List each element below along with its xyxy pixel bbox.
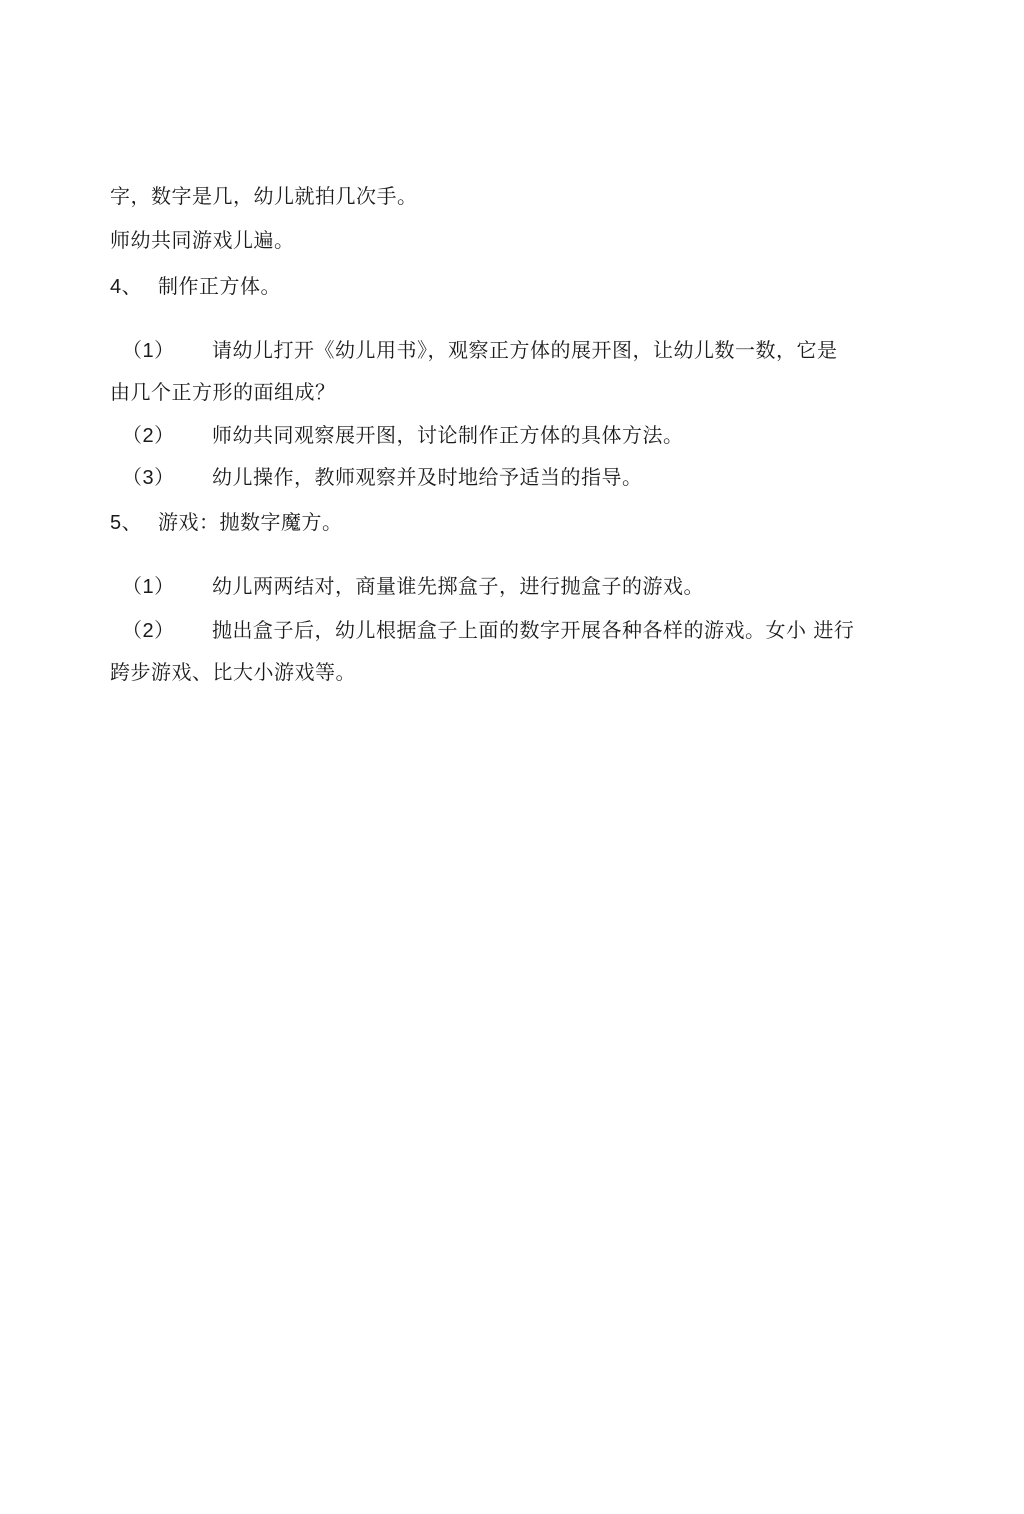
section-4-heading [110,272,281,301]
list-item [122,463,643,492]
list-item [122,616,854,645]
item-text: 抛出盒子后，幼儿根据盒子上面的数字开展各种各样的游戏。女小 进行 [212,618,855,642]
item-text: 师幼共同观察展开图，讨论制作正方体的具体方法。 [212,423,684,447]
paragraph-line: 字，数字是几，幼儿就拍几次手。 [110,184,418,208]
section-title: 制作正方体。 [158,274,281,298]
item-text: 幼儿操作，教师观察并及时地给予适当的指导。 [212,465,643,489]
item-number: （1） [122,576,175,598]
list-item [122,572,704,601]
list-item-continuation: 跨步游戏、比大小游戏等。 [110,660,356,684]
section-title: 游戏：抛数字魔方。 [158,510,343,534]
list-item [122,421,684,450]
section-number: 5、 [110,512,143,534]
section-5-heading [110,508,343,537]
section-number: 4、 [110,276,143,298]
item-text: 幼儿两两结对，商量谁先掷盒子，进行抛盒子的游戏。 [212,574,704,598]
item-number: （1） [122,340,175,362]
paragraph-line: 师幼共同游戏儿遍。 [110,228,295,252]
item-number: （2） [122,425,175,447]
item-number: （3） [122,467,175,489]
list-item-continuation: 由几个正方形的面组成？ [110,380,336,404]
item-text: 请幼儿打开《幼儿用书》，观察正方体的展开图，让幼儿数一数，它是 [212,338,838,362]
item-number: （2） [122,620,175,642]
list-item [122,336,838,365]
